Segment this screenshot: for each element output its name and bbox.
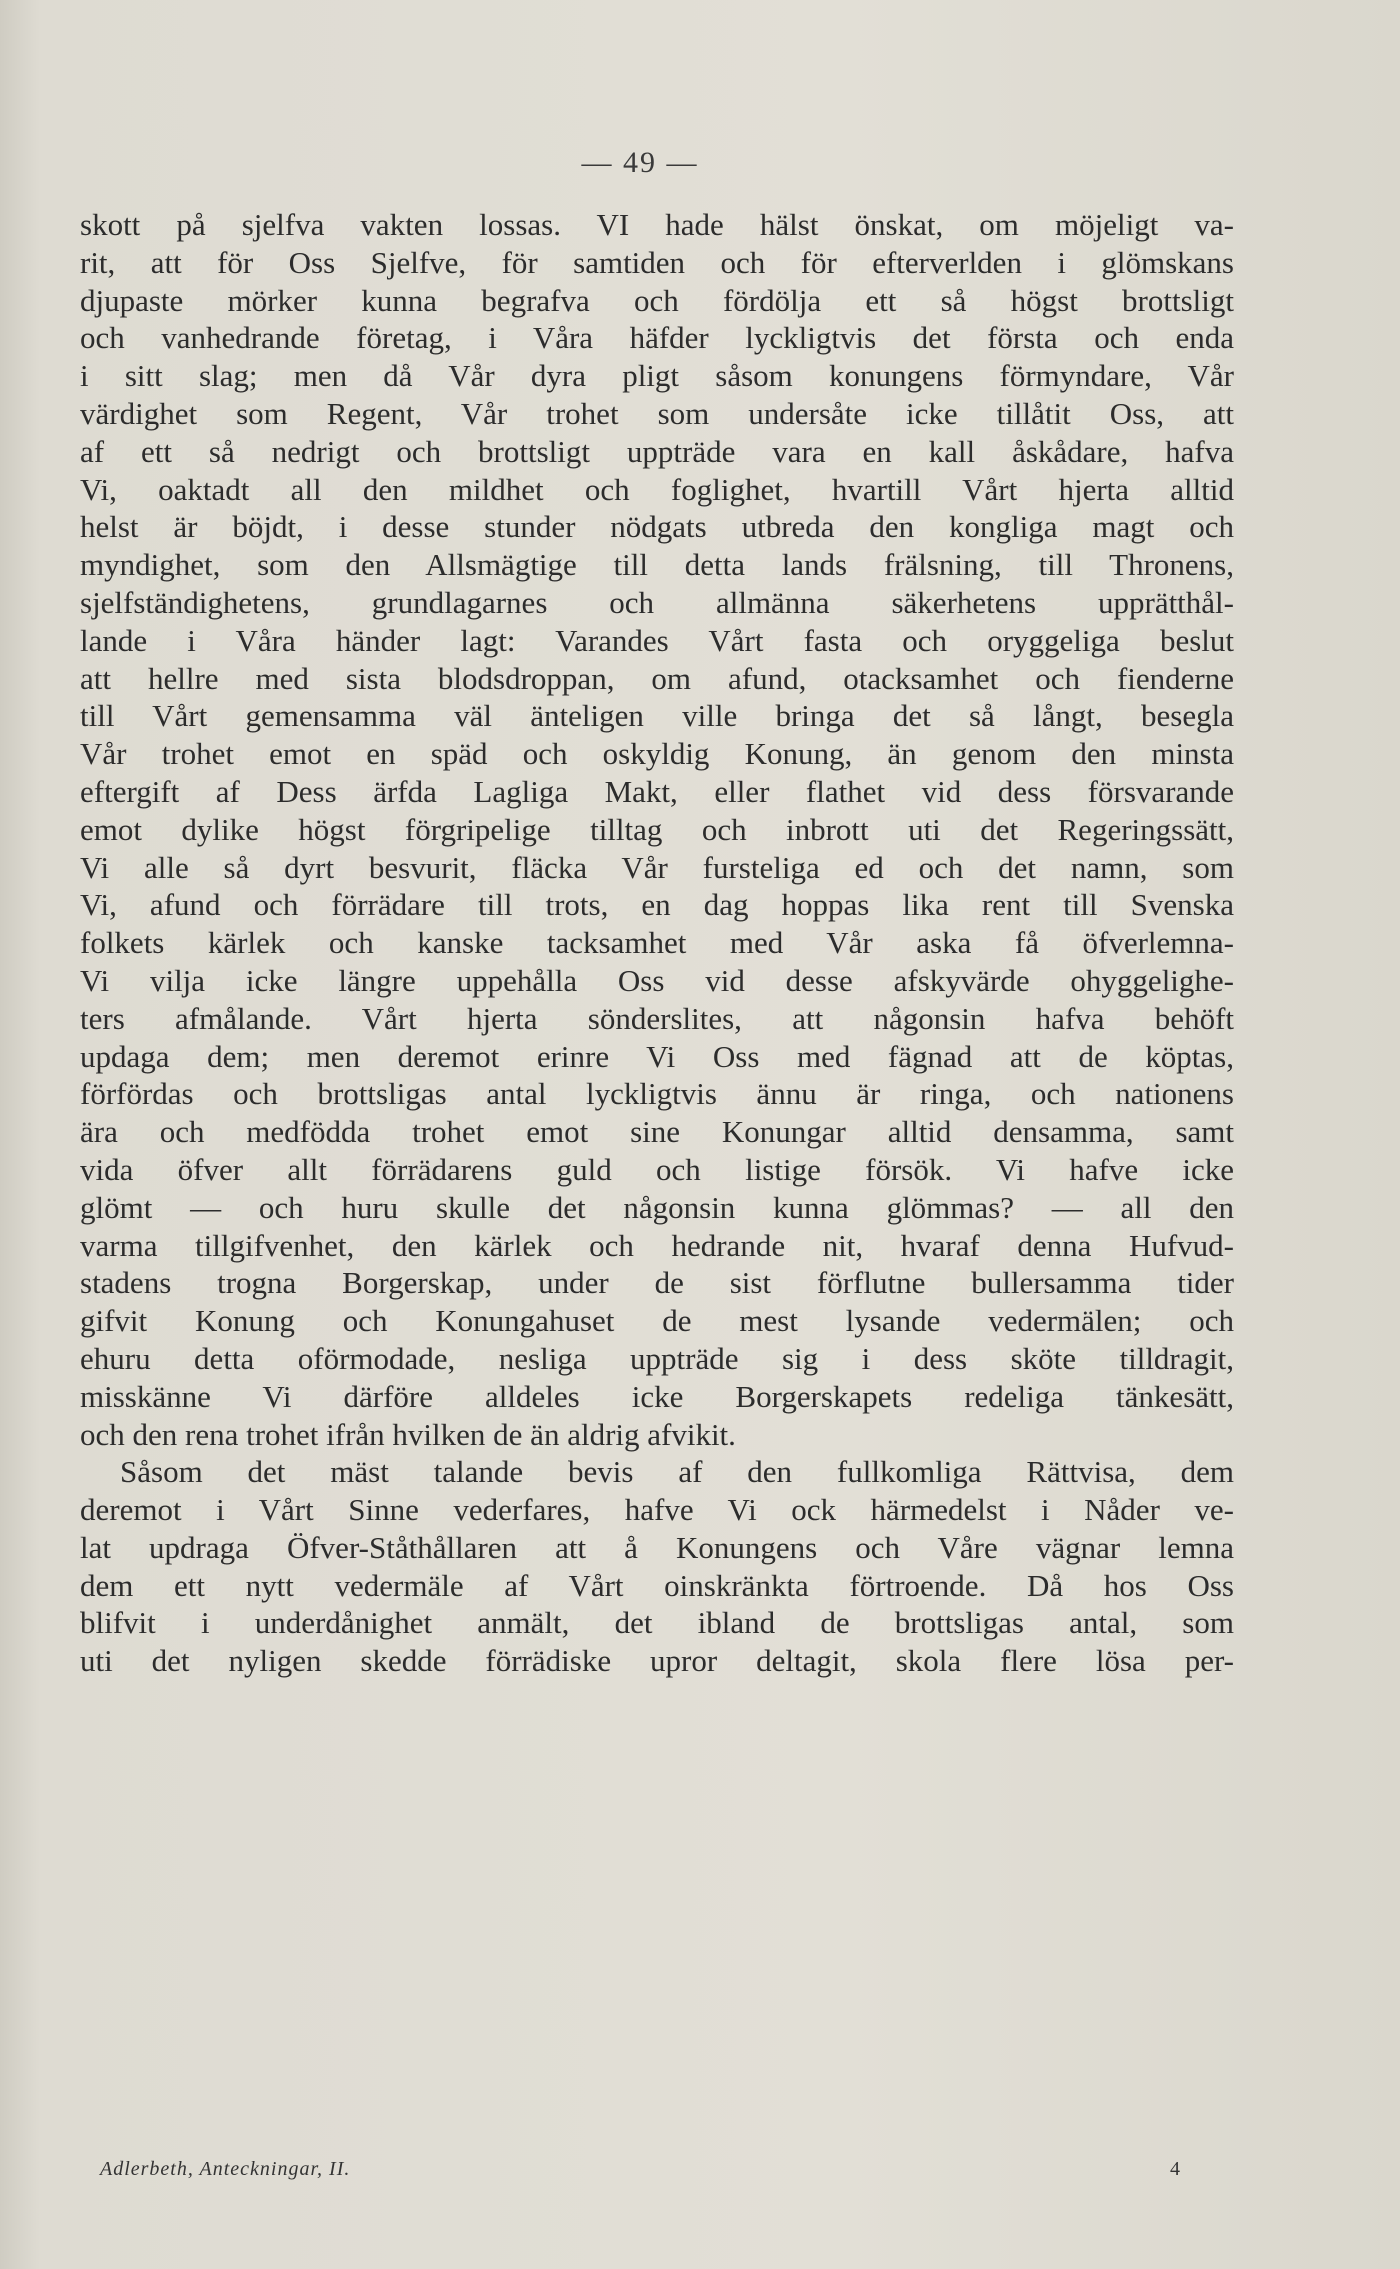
- text-line: Vi, afund och förrädare till trots, en dag hoppas lika rent till Svenska: [80, 887, 1234, 923]
- text-line: uti det nyligen skedde förrädiske upror deltagit, skola flere lösa per-: [80, 1643, 1234, 1679]
- text-line: skott på sjelfva vakten lossas. VI hade hälst önskat, om möjeligt va-: [80, 207, 1234, 242]
- text-line: att hellre med sista blodsdroppan, om afund, otacksamhet och fienderne: [80, 660, 1234, 696]
- text-line: lande i Våra händer lagt: Varandes Vårt fasta och oryggeliga beslut: [80, 622, 1234, 658]
- text-line: ters afmålande. Vårt hjerta sönderslites, att någonsin hafva behöft: [80, 1000, 1234, 1036]
- page-footer: [100, 2158, 1180, 2188]
- text-line: stadens trogna Borgerskap, under de sist förflutne bullersamma tider: [80, 1265, 1234, 1301]
- footer-source: Adlerbeth, Anteckningar, II.: [100, 2158, 351, 2180]
- text-line: rit, att för Oss Sjelfve, för samtiden och för efterverlden i glömskans: [80, 244, 1234, 280]
- text-line: i sitt slag; men då Vår dyra pligt såsom konungens förmyndare, Vår: [80, 358, 1234, 394]
- text-line: till Vårt gemensamma väl änteligen ville bringa det så långt, besegla: [80, 698, 1234, 734]
- text-line: misskänne Vi därföre alldeles icke Borgerskapets redeliga tänkesätt,: [80, 1378, 1234, 1414]
- footer-signature-mark: 4: [1170, 2158, 1180, 2180]
- text-line: eftergift af Dess ärfda Lagliga Makt, eller flathet vid dess försvarande: [80, 773, 1234, 809]
- page-number: — 49 —: [581, 146, 699, 179]
- text-line: vida öfver allt förrädarens guld och listige försök. Vi hafve icke: [80, 1151, 1234, 1187]
- text-line: glömt — och huru skulle det någonsin kunna glömmas? — all den: [80, 1189, 1234, 1225]
- text-line: emot dylike högst förgripelige tilltag och inbrott uti det Regeringssätt,: [80, 811, 1234, 847]
- text-line: af ett så nedrigt och brottsligt uppträde vara en kall åskådare, hafva: [80, 433, 1234, 469]
- text-line: och vanhedrande företag, i Våra häfder lyckligtvis det första och enda: [80, 320, 1234, 356]
- body-text: [80, 206, 1234, 1680]
- text-line: deremot i Vårt Sinne vederfares, hafve Vi ock härmedelst i Nåder ve-: [80, 1492, 1234, 1528]
- text-line: Vi vilja icke längre uppehålla Oss vid desse afskyvärde ohyggelighe-: [80, 962, 1234, 998]
- text-line: Vi alle så dyrt besvurit, fläcka Vår fursteliga ed och det namn, som: [80, 849, 1234, 885]
- text-line: gifvit Konung och Konungahuset de mest lysande vedermälen; och: [80, 1303, 1234, 1339]
- text-line: Vi, oaktadt all den mildhet och foglighet, hvartill Vårt hjerta alltid: [80, 471, 1234, 507]
- text-line: och den rena trohet ifrån hvilken de än aldrig afvikit.: [80, 1416, 736, 1452]
- text-line: blifvit i underdånighet anmält, det ibland de brottsligas antal, som: [80, 1605, 1234, 1641]
- text-line: Vår trohet emot en späd och oskyldig Konung, än genom den minsta: [80, 736, 1234, 772]
- text-line: folkets kärlek och kanske tacksamhet med Vår aska få öfverlemna-: [80, 925, 1234, 961]
- text-line: lat updraga Öfver-Ståthållaren att å Konungens och Våre vägnar lemna: [80, 1529, 1234, 1565]
- text-line: dem ett nytt vedermäle af Vårt oinskränkta förtroende. Då hos Oss: [80, 1567, 1234, 1603]
- text-line: sjelfständighetens, grundlagarnes och allmänna säkerhetens upprätthål-: [80, 584, 1234, 620]
- text-line: varma tillgifvenhet, den kärlek och hedrande nit, hvaraf denna Hufvud-: [80, 1227, 1234, 1263]
- text-line: ära och medfödda trohet emot sine Konungar alltid densamma, samt: [80, 1114, 1234, 1150]
- text-line: updaga dem; men deremot erinre Vi Oss med fägnad att de köptas,: [80, 1038, 1234, 1074]
- text-line: Såsom det mäst talande bevis af den fullkomliga Rättvisa, dem: [120, 1454, 1234, 1490]
- text-line: förfördas och brottsligas antal lyckligtvis ännu är ringa, och nationens: [80, 1076, 1234, 1112]
- text-line: myndighet, som den Allsmägtige till detta lands frälsning, till Thronens,: [80, 547, 1234, 583]
- text-line: djupaste mörker kunna begrafva och fördölja ett så högst brottsligt: [80, 282, 1234, 318]
- text-line: helst är böjdt, i desse stunder nödgats utbreda den kongliga magt och: [80, 509, 1234, 545]
- text-line: ehuru detta oförmodade, nesliga uppträde sig i dess sköte tilldragit,: [80, 1340, 1234, 1376]
- text-line: värdighet som Regent, Vår trohet som undersåte icke tillåtit Oss, att: [80, 395, 1234, 431]
